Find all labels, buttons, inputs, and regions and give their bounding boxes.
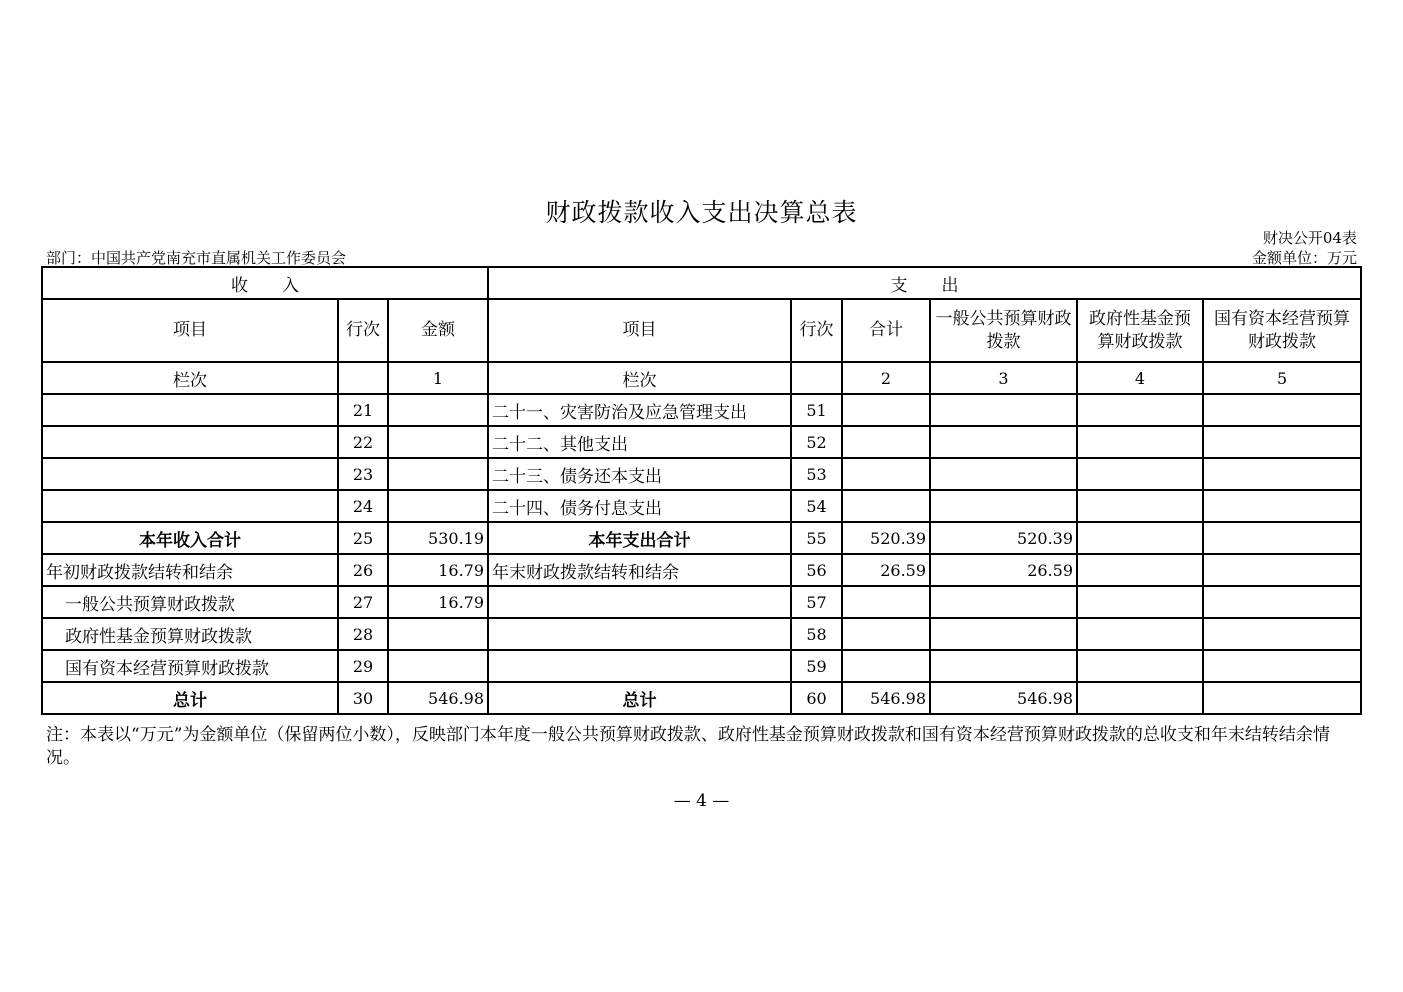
- income-amount: [388, 426, 488, 458]
- income-amount: 16.79: [388, 554, 488, 586]
- income-item: 政府性基金预算财政拨款: [42, 618, 338, 650]
- expense-state-capital: [1203, 586, 1361, 618]
- table-row: [42, 554, 1361, 586]
- expense-item: 二十三、债务还本支出: [488, 458, 791, 490]
- table-row-grand-total: [42, 682, 1361, 714]
- expense-state-capital: [1203, 394, 1361, 426]
- expense-row-no: 57: [791, 586, 842, 618]
- expense-gov-fund: [1077, 586, 1203, 618]
- income-row-no: 30: [338, 682, 388, 714]
- expense-state-capital: [1203, 682, 1361, 714]
- expense-general: [930, 458, 1077, 490]
- expense-row-no: 53: [791, 458, 842, 490]
- table-row: [42, 394, 1361, 426]
- income-amount: [388, 394, 488, 426]
- income-row-no: 27: [338, 586, 388, 618]
- table-row: [42, 650, 1361, 682]
- table-row: [42, 586, 1361, 618]
- income-item: [42, 394, 338, 426]
- table-row: [42, 490, 1361, 522]
- column-index-2: 2: [842, 362, 930, 394]
- expense-gov-fund: [1077, 682, 1203, 714]
- income-row-no: 22: [338, 426, 388, 458]
- col-header-gov-fund: 政府性基金预算财政拨款: [1077, 299, 1203, 362]
- income-row-no: 26: [338, 554, 388, 586]
- expense-total: [842, 618, 930, 650]
- table-note: 注：本表以“万元”为金额单位（保留两位小数），反映部门本年度一般公共预算财政拨款、政府性基金预算财政拨款和国有资本经营预算财政拨款的总收支和年末结转结余情况。: [46, 725, 1330, 768]
- form-code: 财决公开04表: [1262, 229, 1357, 247]
- expense-row-no: 60: [791, 682, 842, 714]
- income-amount: 546.98: [388, 682, 488, 714]
- expense-general: [930, 490, 1077, 522]
- expense-row-no: 55: [791, 522, 842, 554]
- income-item: 年初财政拨款结转和结余: [42, 554, 338, 586]
- table-row-year-total: [42, 522, 1361, 554]
- column-index-5: 5: [1203, 362, 1361, 394]
- expense-state-capital: [1203, 522, 1361, 554]
- col-header-income-item: 项目: [42, 299, 338, 362]
- income-row-no: 24: [338, 490, 388, 522]
- expense-gov-fund: [1077, 618, 1203, 650]
- department-label: 部门：中国共产党南充市直属机关工作委员会: [46, 249, 347, 267]
- expense-row-no: 58: [791, 618, 842, 650]
- col-header-general-budget: 一般公共预算财政拨款: [930, 299, 1077, 362]
- income-row-no: 29: [338, 650, 388, 682]
- col-header-expense-item: 项目: [488, 299, 791, 362]
- column-index-4: 4: [1077, 362, 1203, 394]
- expense-gov-fund: [1077, 394, 1203, 426]
- expense-gov-fund: [1077, 490, 1203, 522]
- expense-item: 二十一、灾害防治及应急管理支出: [488, 394, 791, 426]
- expense-total: [842, 426, 930, 458]
- income-row-no: 25: [338, 522, 388, 554]
- expense-gov-fund: [1077, 458, 1203, 490]
- income-amount: [388, 618, 488, 650]
- expense-row-no: 59: [791, 650, 842, 682]
- income-item: [42, 490, 338, 522]
- expense-state-capital: [1203, 490, 1361, 522]
- expense-total: [842, 490, 930, 522]
- expense-gov-fund: [1077, 554, 1203, 586]
- column-index-label-right: 栏次: [488, 362, 791, 394]
- expense-general: [930, 650, 1077, 682]
- col-header-expense-row-no: 行次: [791, 299, 842, 362]
- income-item: 本年收入合计: [42, 522, 338, 554]
- expense-total: 520.39: [842, 522, 930, 554]
- expense-state-capital: [1203, 554, 1361, 586]
- table-header-group-row: [42, 267, 1361, 299]
- expense-state-capital: [1203, 650, 1361, 682]
- expense-general: [930, 394, 1077, 426]
- expense-general: 546.98: [930, 682, 1077, 714]
- expense-row-no: 56: [791, 554, 842, 586]
- expense-state-capital: [1203, 458, 1361, 490]
- page-number: — 4 —: [673, 791, 730, 811]
- income-item: 一般公共预算财政拨款: [42, 586, 338, 618]
- expense-item: [488, 586, 791, 618]
- expense-item: [488, 650, 791, 682]
- income-header: 收 入: [42, 267, 488, 299]
- income-row-no: 28: [338, 618, 388, 650]
- expense-item: 二十四、债务付息支出: [488, 490, 791, 522]
- income-amount: [388, 490, 488, 522]
- expense-gov-fund: [1077, 522, 1203, 554]
- column-index-1: 1: [388, 362, 488, 394]
- income-amount: [388, 458, 488, 490]
- expense-row-no: 54: [791, 490, 842, 522]
- expense-item: [488, 618, 791, 650]
- table-row: [42, 426, 1361, 458]
- income-item: 总计: [42, 682, 338, 714]
- expense-total: [842, 650, 930, 682]
- unit-label: 金额单位：万元: [1251, 249, 1357, 267]
- expense-general: [930, 618, 1077, 650]
- expense-total: [842, 586, 930, 618]
- expense-general: 26.59: [930, 554, 1077, 586]
- expense-general: [930, 586, 1077, 618]
- expense-total: 26.59: [842, 554, 930, 586]
- expense-gov-fund: [1077, 426, 1203, 458]
- income-item: [42, 426, 338, 458]
- col-header-state-capital: 国有资本经营预算财政拨款: [1203, 299, 1361, 362]
- income-amount: [388, 650, 488, 682]
- expense-header: 支 出: [488, 267, 1361, 299]
- income-item: 国有资本经营预算财政拨款: [42, 650, 338, 682]
- expense-general: [930, 426, 1077, 458]
- expense-total: 546.98: [842, 682, 930, 714]
- col-header-total: 合计: [842, 299, 930, 362]
- expense-total: [842, 458, 930, 490]
- col-header-income-row-no: 行次: [338, 299, 388, 362]
- income-amount: 530.19: [388, 522, 488, 554]
- table-row: [42, 458, 1361, 490]
- expense-item: 年末财政拨款结转和结余: [488, 554, 791, 586]
- income-row-no: 23: [338, 458, 388, 490]
- expense-general: 520.39: [930, 522, 1077, 554]
- expense-item: 总计: [488, 682, 791, 714]
- income-amount: 16.79: [388, 586, 488, 618]
- column-index-3: 3: [930, 362, 1077, 394]
- column-index-row: [42, 362, 1361, 394]
- column-index-empty: [338, 362, 388, 394]
- expense-item: 本年支出合计: [488, 522, 791, 554]
- income-row-no: 21: [338, 394, 388, 426]
- appropriation-summary-table: [41, 266, 1362, 715]
- expense-row-no: 51: [791, 394, 842, 426]
- income-item: [42, 458, 338, 490]
- col-header-amount: 金额: [388, 299, 488, 362]
- column-index-label: 栏次: [42, 362, 338, 394]
- expense-gov-fund: [1077, 650, 1203, 682]
- expense-item: 二十二、其他支出: [488, 426, 791, 458]
- table-column-header-row: [42, 299, 1361, 362]
- expense-row-no: 52: [791, 426, 842, 458]
- table-row: [42, 618, 1361, 650]
- column-index-empty-right: [791, 362, 842, 394]
- expense-state-capital: [1203, 426, 1361, 458]
- page-title: 财政拨款收入支出决算总表: [545, 198, 858, 227]
- expense-total: [842, 394, 930, 426]
- expense-state-capital: [1203, 618, 1361, 650]
